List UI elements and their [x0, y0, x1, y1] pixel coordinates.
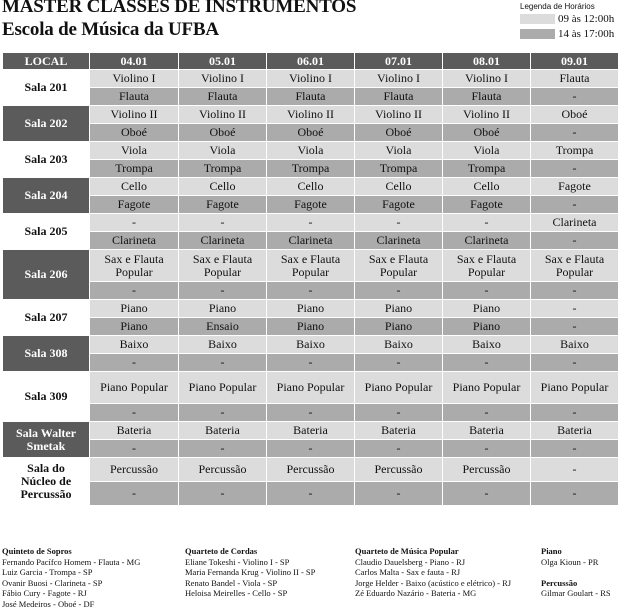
- cell-morning: Viola: [267, 142, 355, 160]
- header-day: 08.01: [443, 53, 531, 70]
- cell-morning: Sax e Flauta Popular: [90, 250, 179, 282]
- cell-afternoon: -: [179, 404, 267, 422]
- cell-morning: Piano: [179, 300, 267, 318]
- cell-morning: Piano Popular: [443, 372, 531, 404]
- legend-swatch-morning: [520, 14, 555, 24]
- cell-afternoon: Trompa: [355, 160, 443, 178]
- cell-morning: Piano Popular: [267, 372, 355, 404]
- cell-afternoon: -: [355, 282, 443, 300]
- table-row: [3, 300, 619, 318]
- footer-line: Fábio Cury - Fagote - RJ: [2, 588, 87, 599]
- header-day: 05.01: [179, 53, 267, 70]
- cell-morning: Baixo: [267, 336, 355, 354]
- cell-afternoon: Trompa: [90, 160, 179, 178]
- room-name: Sala 204: [3, 178, 90, 214]
- room-name: Sala 207: [3, 300, 90, 336]
- cell-morning: Violino I: [179, 70, 267, 88]
- header-row: [3, 53, 619, 70]
- cell-afternoon: Fagote: [267, 196, 355, 214]
- cell-afternoon: Oboé: [267, 124, 355, 142]
- footer-heading: Percussão: [541, 577, 578, 588]
- cell-morning: Baixo: [443, 336, 531, 354]
- footer-line: Olga Kioun - PR: [541, 556, 599, 567]
- cell-morning: Baixo: [179, 336, 267, 354]
- cell-afternoon: -: [267, 440, 355, 458]
- footer-line: Maria Fernanda Krug - Violino II - SP: [185, 567, 316, 578]
- table-row: [3, 458, 619, 482]
- cell-afternoon: Clarineta: [179, 232, 267, 250]
- cell-afternoon: -: [531, 354, 619, 372]
- cell-afternoon: Piano: [267, 318, 355, 336]
- cell-morning: Cello: [90, 178, 179, 196]
- cell-afternoon: Flauta: [90, 88, 179, 106]
- cell-afternoon: Ensaio: [179, 318, 267, 336]
- cell-afternoon: -: [531, 482, 619, 506]
- table-row: [3, 318, 619, 336]
- cell-afternoon: -: [90, 482, 179, 506]
- cell-afternoon: -: [90, 440, 179, 458]
- cell-afternoon: Flauta: [355, 88, 443, 106]
- cell-morning: Piano: [90, 300, 179, 318]
- cell-morning: Sax e Flauta Popular: [355, 250, 443, 282]
- footer-line: Fernando Pacífco Homem - Flauta - MG: [2, 556, 141, 567]
- cell-morning: Sax e Flauta Popular: [531, 250, 619, 282]
- cell-afternoon: -: [267, 482, 355, 506]
- cell-afternoon: -: [531, 160, 619, 178]
- cell-morning: Violino II: [355, 106, 443, 124]
- page-subtitle: Escola de Música da UFBA: [2, 19, 219, 40]
- cell-afternoon: -: [531, 318, 619, 336]
- footer-line: Renato Bandel - Viola - SP: [185, 577, 278, 588]
- cell-afternoon: -: [90, 404, 179, 422]
- cell-morning: Baixo: [90, 336, 179, 354]
- room-name: Sala 202: [3, 106, 90, 142]
- table-row: [3, 482, 619, 506]
- cell-morning: -: [531, 458, 619, 482]
- cell-afternoon: -: [443, 282, 531, 300]
- cell-afternoon: Fagote: [355, 196, 443, 214]
- cell-morning: Percussão: [179, 458, 267, 482]
- cell-morning: Bateria: [531, 422, 619, 440]
- cell-morning: Percussão: [267, 458, 355, 482]
- cell-morning: Cello: [355, 178, 443, 196]
- cell-morning: Clarineta: [531, 214, 619, 232]
- room-name: Sala 308: [3, 336, 90, 372]
- cell-afternoon: Piano: [443, 318, 531, 336]
- room-name: Sala 201: [3, 70, 90, 106]
- legend: [520, 2, 620, 42]
- footer-col-2: [185, 546, 315, 599]
- cell-afternoon: -: [531, 404, 619, 422]
- cell-afternoon: -: [90, 354, 179, 372]
- cell-morning: Bateria: [355, 422, 443, 440]
- table-row: [3, 372, 619, 404]
- cell-afternoon: -: [531, 232, 619, 250]
- cell-morning: -: [355, 214, 443, 232]
- cell-afternoon: -: [179, 440, 267, 458]
- footer-line: Heloisa Meirelles - Cello - SP: [185, 588, 288, 599]
- cell-afternoon: -: [179, 354, 267, 372]
- cell-afternoon: Trompa: [267, 160, 355, 178]
- cell-morning: Piano Popular: [179, 372, 267, 404]
- table-row: [3, 404, 619, 422]
- table-row: [3, 124, 619, 142]
- cell-afternoon: -: [531, 88, 619, 106]
- cell-afternoon: Fagote: [443, 196, 531, 214]
- cell-morning: -: [531, 300, 619, 318]
- footer-heading: Quarteto de Cordas: [185, 546, 258, 556]
- header-day: 09.01: [531, 53, 619, 70]
- cell-afternoon: Piano: [355, 318, 443, 336]
- table-row: [3, 142, 619, 160]
- table-row: [3, 70, 619, 88]
- cell-afternoon: Clarineta: [267, 232, 355, 250]
- table-row: [3, 214, 619, 232]
- cell-afternoon: Oboé: [179, 124, 267, 142]
- cell-morning: Cello: [179, 178, 267, 196]
- cell-afternoon: -: [179, 482, 267, 506]
- room-name: Sala 205: [3, 214, 90, 250]
- room-name: Sala 203: [3, 142, 90, 178]
- table-row: [3, 196, 619, 214]
- cell-morning: Violino I: [267, 70, 355, 88]
- cell-afternoon: -: [443, 482, 531, 506]
- footer-col-3: [355, 546, 511, 599]
- header-day: 07.01: [355, 53, 443, 70]
- cell-morning: Sax e Flauta Popular: [443, 250, 531, 282]
- cell-morning: Violino I: [355, 70, 443, 88]
- footer-heading: Quinteto de Sopros: [2, 546, 72, 556]
- cell-afternoon: Clarineta: [443, 232, 531, 250]
- legend-item-afternoon: [520, 27, 620, 41]
- cell-afternoon: Flauta: [267, 88, 355, 106]
- cell-afternoon: Oboé: [90, 124, 179, 142]
- header-local: LOCAL: [3, 53, 90, 70]
- footer-line: Eliane Tokeshi - Violino I - SP: [185, 556, 290, 567]
- table-row: [3, 440, 619, 458]
- footer-line: Zé Eduardo Nazário - Bateria - MG: [355, 588, 477, 599]
- cell-afternoon: -: [179, 282, 267, 300]
- cell-morning: Piano Popular: [355, 372, 443, 404]
- cell-morning: Baixo: [531, 336, 619, 354]
- cell-morning: Bateria: [443, 422, 531, 440]
- footer-line: Gilmar Goulart - RS: [541, 588, 611, 599]
- table-row: [3, 88, 619, 106]
- cell-afternoon: Flauta: [443, 88, 531, 106]
- schedule-table: [2, 52, 619, 506]
- footer-line: Ovanir Buosi - Clarineta - SP: [2, 577, 103, 588]
- cell-morning: Bateria: [179, 422, 267, 440]
- footer-line: Luiz Garcia - Trompa - SP: [2, 567, 93, 578]
- cell-afternoon: -: [355, 482, 443, 506]
- cell-afternoon: -: [443, 354, 531, 372]
- footer-heading: Piano: [541, 546, 562, 556]
- cell-afternoon: -: [443, 440, 531, 458]
- cell-morning: Baixo: [355, 336, 443, 354]
- cell-morning: Cello: [267, 178, 355, 196]
- table-row: [3, 422, 619, 440]
- room-name: Sala 309: [3, 372, 90, 422]
- cell-morning: -: [267, 214, 355, 232]
- cell-afternoon: -: [531, 196, 619, 214]
- cell-afternoon: Fagote: [90, 196, 179, 214]
- legend-swatch-afternoon: [520, 29, 555, 39]
- cell-morning: Piano: [355, 300, 443, 318]
- table-row: [3, 232, 619, 250]
- cell-afternoon: -: [443, 404, 531, 422]
- header-day: 04.01: [90, 53, 179, 70]
- cell-morning: Fagote: [531, 178, 619, 196]
- cell-afternoon: -: [355, 354, 443, 372]
- cell-afternoon: -: [267, 404, 355, 422]
- footer-line: José Medeiros - Oboé - DF: [2, 598, 95, 609]
- cell-morning: Bateria: [267, 422, 355, 440]
- footer-col-1: [2, 546, 140, 610]
- cell-morning: Viola: [90, 142, 179, 160]
- legend-label-morning: 09 às 12:00h: [558, 13, 615, 25]
- cell-afternoon: Fagote: [179, 196, 267, 214]
- header-day: 06.01: [267, 53, 355, 70]
- cell-morning: Sax e Flauta Popular: [179, 250, 267, 282]
- cell-morning: Violino II: [443, 106, 531, 124]
- cell-afternoon: -: [267, 282, 355, 300]
- cell-afternoon: Clarineta: [355, 232, 443, 250]
- cell-morning: Viola: [443, 142, 531, 160]
- cell-morning: Bateria: [90, 422, 179, 440]
- footer-spacer: [541, 567, 611, 578]
- cell-morning: Cello: [443, 178, 531, 196]
- cell-morning: Violino II: [267, 106, 355, 124]
- cell-morning: Percussão: [90, 458, 179, 482]
- cell-afternoon: -: [531, 440, 619, 458]
- cell-afternoon: Oboé: [355, 124, 443, 142]
- cell-afternoon: -: [355, 440, 443, 458]
- table-row: [3, 106, 619, 124]
- cell-afternoon: Oboé: [443, 124, 531, 142]
- cell-afternoon: Flauta: [179, 88, 267, 106]
- cell-morning: Violino II: [90, 106, 179, 124]
- cell-afternoon: Piano: [90, 318, 179, 336]
- cell-afternoon: Clarineta: [90, 232, 179, 250]
- cell-morning: Violino II: [179, 106, 267, 124]
- cell-afternoon: Trompa: [443, 160, 531, 178]
- footer-line: Claudio Dauelsberg - Piano - RJ: [355, 556, 466, 567]
- cell-morning: -: [90, 214, 179, 232]
- cell-morning: Piano Popular: [531, 372, 619, 404]
- table-row: [3, 336, 619, 354]
- cell-morning: Violino I: [443, 70, 531, 88]
- table-row: [3, 250, 619, 282]
- cell-afternoon: -: [531, 124, 619, 142]
- footer-line: Jorge Helder - Baixo (acústico e elétrico) - RJ: [355, 577, 512, 588]
- cell-morning: Piano: [267, 300, 355, 318]
- cell-morning: -: [179, 214, 267, 232]
- cell-morning: Percussão: [443, 458, 531, 482]
- cell-morning: Flauta: [531, 70, 619, 88]
- room-name: Sala do Núcleo de Percussão: [3, 458, 90, 506]
- table-row: [3, 178, 619, 196]
- room-name: Sala Walter Smetak: [3, 422, 90, 458]
- cell-morning: -: [443, 214, 531, 232]
- cell-morning: Piano Popular: [90, 372, 179, 404]
- room-name: Sala 206: [3, 250, 90, 300]
- legend-item-morning: [520, 12, 620, 26]
- cell-morning: Violino I: [90, 70, 179, 88]
- cell-morning: Sax e Flauta Popular: [267, 250, 355, 282]
- cell-afternoon: -: [531, 282, 619, 300]
- cell-morning: Trompa: [531, 142, 619, 160]
- cell-morning: Percussão: [355, 458, 443, 482]
- cell-morning: Viola: [355, 142, 443, 160]
- legend-title: Legenda de Horários: [520, 2, 595, 11]
- cell-morning: Oboé: [531, 106, 619, 124]
- cell-afternoon: Trompa: [179, 160, 267, 178]
- cell-morning: Viola: [179, 142, 267, 160]
- page-title: MASTER CLASSES DE INSTRUMENTOS: [2, 0, 357, 17]
- table-row: [3, 354, 619, 372]
- cell-morning: Piano: [443, 300, 531, 318]
- footer-line: Carlos Malta - Sax e fauta - RJ: [355, 567, 461, 578]
- cell-afternoon: -: [90, 282, 179, 300]
- footer-col-4: [541, 546, 611, 599]
- table-row: [3, 282, 619, 300]
- legend-label-afternoon: 14 às 17:00h: [558, 28, 615, 40]
- cell-afternoon: -: [355, 404, 443, 422]
- cell-afternoon: -: [267, 354, 355, 372]
- footer-heading: Quarteto de Música Popular: [355, 546, 459, 556]
- table-row: [3, 160, 619, 178]
